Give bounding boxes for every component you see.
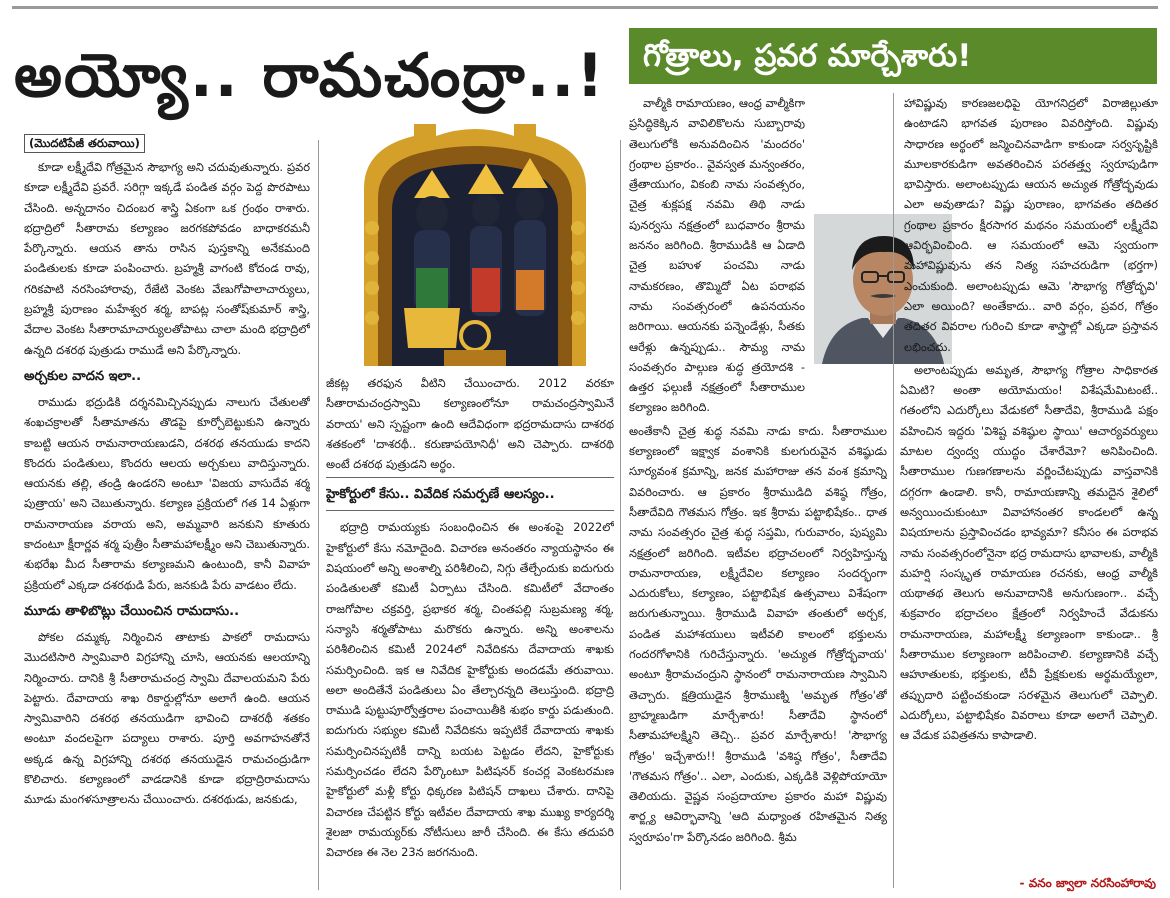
left-article-column-2 [326, 373, 614, 893]
author-byline: - వనం జ్వాలా నరసింహారావు [1019, 876, 1156, 890]
section-divider [326, 477, 614, 478]
subheading-high-court-case: హైకోర్టులో కేసు.. వివేదిక సమర్పణే ఆలస్యం.. [326, 487, 555, 503]
left-headline: అయ్యో.. రామచంద్రా..! [14, 41, 606, 111]
article-paragraph: రాముడు భద్రుడికి దర్శనమిచ్చినప్పుడు నాలుగు చేతులతో శంఖచక్రాలతో సీతామాతను తొడపై కూర్చోబెట్టుకుని ఉన్నారు కాబట్టి ఆయన రామనారాయణుడని, దశరథ తనయుడు కాదని కొందరు పండితులు, కొందరు ఆలయ అర్చకులు వాదిస్తున్నారు. ఆయనకు తల్లి, తండ్రి ఉండరని అంటూ 'విజయ వాసుదేవ శర్మ పుత్రాయ' అని చెబుతున్నారు. కల్యాణ ప్రక్రియలో గత 14 ఏళ్లుగా రామనారాయణ వరాయ అని, అమ్మవారి జనకుని కూతురు కాదంటూ క్షీరార్ణవ శర్మ పుత్రీం సీతామహాలక్ష్మీం అని చెబుతున్నారు. శుభరేఖ మీద సీతారామ కల్యాణమని ఉంటుంది, కానీ వివాహ ప్రక్రియలో ఎక్కడా దశరథుడి పేరు, జనకుడి పేరు వాడటం లేదు. [24, 394, 310, 592]
article-paragraph: అలాంటప్పుడు అమృత, సౌభాగ్య గోత్రాల సాధికారత ఏమిటి? అంతా అయోమయం! విశేషమేమిటంటే.. గతంలోని ఎదుర్కోలు వేడుకలో సీతాదేవి, శ్రీరాముడి పక్షం వహించిన ఇద్దరు 'విశిష్ట వశిష్ఠుల స్థాయి' ఆచార్యవర్యులు మాటల ద్వంద్వ యుద్ధం చేశారేమో? అనిపించింది. సీతారాముల గుణగణాలను వర్ణించేటప్పుడు వాస్తవానికి దగ్గరగా ఉండాలి. కానీ, రామాయణాన్ని తమదైన శైలిలో అన్వయించుకుంటూ వివాహానంతర కాండలలో ఉన్న విషయాలను ప్రస్తావించడం భావ్యమా? కనీసం ఈ పరాభవ నామ సంవత్సరంలోనైనా భద్ర రామదాసు భావాలకు, వాల్మీకి మహర్షి సంస్కృత రామాయణ రచనకు, ఆంధ్ర వాల్మీకి యథాతథ తెలుగు అనువాదానికి అనుగుణంగా.. వచ్చే శుక్రవారం భద్రాచలం క్షేత్రంలో నిర్వహించే వేడుకను రామనారాయణ, మహాలక్ష్మీ కల్యాణంగా కాకుండా.. శ్రీ సీతారాముల కల్యాణంగా జరిపించాలి. కల్యాణానికి వచ్చే ఆహూతులకు, భక్తులకు, టీవీ ప్రేక్షకులకు అర్థమయ్యేలా, తప్పుదారి పట్టించకుండా సరళమైన తెలుగులో చెప్పాలి. ఎదుర్కోలు, పట్టాభిషేకం వివరాలు కూడా అలాగే చెప్పాలి. ఆ వేడుక పవిత్రతను కాపాడాలి. [900, 362, 1158, 743]
section-divider [326, 510, 614, 511]
column-rule-1 [318, 140, 319, 890]
left-article-column-1 [24, 133, 310, 893]
right-headline-banner: గోత్రాలు, ప్రవర మార్చేశారు! [629, 28, 1157, 84]
continued-from-page-one: (మొదటిపేజీ తరువాయి) [24, 134, 145, 153]
subheading-archakas-argument: అర్చకుల వాదన ఇలా.. [24, 368, 142, 384]
column-rule-3 [893, 93, 894, 888]
subheading-three-mangalsutras: మూడు తాళిబొట్లు చేయించిన రామదాసు.. [24, 603, 240, 619]
article-paragraph: వాల్మీకి రామాయణం, ఆంధ్ర వాల్మీకిగా ప్రసిద్ధికెక్కిన వావిలికొలను సుబ్బారావు తెలుగులోకి అనువదించిన 'మందరం' గ్రంథాల ప్రకారం.. వైవస్వత మన్వంతరం, త్రేతాయుగం, వికంబి నామ సంవత్సరం, చైత్ర శుక్లపక్ష నవమి తిథి నాడు పునర్వసు నక్షత్రంలో బుధవారం శ్రీరామ జననం జరిగింది. శ్రీరాముడికి ఆ ఏడాది చైత్ర బహుళ పంచమి నాడు నామకరణం, తొమ్మిదో ఏట పరాభవ నామ సంవత్సరంలో ఉపనయనం జరిగాయి. ఆయనకు పన్నెండేళ్లు, సీతకు ఆరేళ్లు ఉన్నప్పుడు.. సౌమ్య నామ సంవత్సరం పాల్గుణ శుద్ధ త్రయోదశి - ఉత్తర ఫల్గుణీ నక్షత్రంలో సీతారాముల కల్యాణం జరిగింది. [629, 96, 805, 415]
article-paragraph: జీకట్ల తరఫున వీటిని చేయించారు. 2012 వరకూ సీతారామచంద్రస్వామి కల్యాణంలోనూ రామచంద్రస్వామినే వరాయ' అని స్పష్టంగా ఉంది ఆదేవిధంగా భద్రరామదాసు దాశరథ శతకంలో 'దాశరథీ.. కరుణాపయోనిధీ' అని చెప్పారు. దాశరథి అంటే దశరథ పుత్రుడని అర్థం. [326, 376, 614, 472]
article-paragraph: భద్రాద్రి రామయ్యకు సంబంధించిన ఈ అంశంపై 2022లో హైకోర్టులో కేసు నమోదైంది. విచారణ అనంతరం న్యాయస్థానం ఈ విషయంలో అన్ని అంశాల్ని పరిశీలించి, నిగ్గు తేల్చేందుకు ఐదుగురు పండితులతో కమిటీ ఏర్పాటు చేసింది. కమిటీలో వేదాంతం రాజగోపాల చక్రవర్తి, ప్రభాకర శర్మ, చింతపల్లి సుబ్రమణ్య శర్మ, సన్యాసి శర్మతోపాటు మరొకరు ఉన్నారు. అన్ని అంశాలను పరిశీలించిన కమిటీ 2024లో నివేదికను దేవాదాయ శాఖకు సమర్పించింది. ఇక ఆ నివేదిక హైకోర్టుకు అందడమే తరువాయి. అలా అందితేనే పండితులు ఏం తేల్చారన్నది తెలుస్తుంది. భద్రాద్రి రాముడి పుట్టుపూర్వోత్తరాల పంచాయితీకి శుభం కార్డు పడుతుంది. ఐదుగురు సభ్యుల కమిటీ నివేదికను ఇప్పటికే దేవాదాయ శాఖకు సమర్పించినప్పటికీ దాన్ని బయట పెట్టడం లేదని, హైకోర్టుకు సమర్పించడం లేదని పేర్కొంటూ పిటిషనర్ కంచర్ల వెంకటరమణ హైకోర్టులో మళ్లీ కోర్టు ధిక్కరణ పిటిషన్ దాఖలు చేశారు. దానిపై విచారణ చేపట్టిన కోర్టు ఇటీవల దేవాదాయ శాఖ ముఖ్య కార్యదర్శి శైలజా రామయ్యర్‌కు నోటీసులు జారీ చేసింది. ఈ కేసు తదుపరి విచారణ ఈ నెల 23న జరగనుంది. [326, 520, 614, 860]
right-article-column-1 [629, 93, 887, 893]
temple-idols-photo [344, 118, 606, 366]
article-paragraph: కూడా లక్ష్మీదేవి గోత్రమైన సౌభాగ్య అని చదువుతున్నారు. ప్రవర కూడా లక్ష్మీదేవి ప్రవరే. సరిగ్గా ఇక్కడే పండిత వర్గం పెద్ద పొరపాటు చేసింది. అన్నదానం చిదంబర శాస్త్రి ఏకంగా ఒక గ్రంథం రాశారు. భద్రాద్రిలో సీతారామ కల్యాణం జరగకపోవడం బాధాకరమనీ పేర్కొన్నారు. ఆయన తాను రాసిన పుస్తకాన్ని అనేకమంది పండితులకు కూడా పంపించారు. బ్రహ్మశ్రీ వాగంటి కోదండ రావు, గరికపాటి నరసింహారావు, రేజేటి వెంకట వేణుగోపాలాచార్యులు, బ్రహ్మశ్రీ పురాణం మహేశ్వర శర్మ, బాపట్ల సంతోష్‌కుమార్ శాస్త్రి, వేదాల వెంకట సీతారామాచార్యులతోపాటు చాలా మంది భద్రాద్రిలో ఉన్నది దశరథ పుత్రుడు రాముడే అని పేర్కొన్నారు. [24, 160, 310, 357]
top-rule [12, 6, 1158, 9]
article-paragraph: అంతేకానీ చైత్ర శుద్ధ నవమి నాడు కాదు. సీతారాముల కల్యాణంలో ఇక్ష్వాక వంశానికి కులగురువైన వశిష్ఠుడు సూర్యవంశ క్రమాన్ని, జనక మహారాజు తన వంశ క్రమాన్ని వివరించారు. ఆ ప్రకారం శ్రీరాముడిది వశిష్ఠ గోత్రం, సీతాదేవిది గౌతమస గోత్రం. ఇక శ్రీరామ పట్టాభిషేకం.. ధాత నామ సంవత్సరం చైత్ర శుద్ధ సప్తమి, గురువారం, పుష్యమి నక్షత్రంలో జరిగింది. ఇటీవల భద్రాచలంలో నిర్వహిస్తున్న రామనారాయణ, లక్ష్మీదేవిల కల్యాణం సందర్భంగా ఎదురుకోలు, కల్యాణం, పట్టాభిషేక ఉత్సవాలు విశేషంగా జరుగుతున్నాయి. శ్రీరాముడి వివాహ తంతులో అర్చక, పండిత మహాశయులు ఇటీవలి కాలంలో భక్తులను గందరగోళానికి గురిచేస్తున్నారు. 'అచ్యుత గోత్రోద్భవాయ' అంటూ శ్రీరామచంద్రుని స్థానంలో రామనారాయణ స్వామిని తెచ్చారు. క్షత్రియుడైన శ్రీరాముణ్ని 'అమృత గోత్రం'తో బ్రాహ్మణుడిగా మార్చేశారు! సీతాదేవి స్థానంలో సీతామహాలక్ష్మిని తెచ్చి.. ప్రవర మార్చేశారు! 'సౌభాగ్య గోత్రం' ఇచ్చేశారు!! శ్రీరాముడి 'వశిష్ఠ గోత్రం', సీతాదేవి 'గౌతమస గోత్రం'.. ఎలా, ఎందుకు, ఎక్కడికి వెళ్లిపోయాయో తెలియదు. వైష్ణవ సంప్రదాయాల ప్రకారం మహా విష్ణువు శార్ఙ్గ్య ఆవిర్భావాన్ని 'ఆది మధ్యాంత రహితమైన నిత్య స్వరూపం'గా పేర్కొనడం జరిగింది. శ్రీమ [629, 423, 887, 844]
right-article-column-2 [900, 93, 1158, 893]
column-rule-2 [620, 140, 621, 890]
article-paragraph: హావిష్ణువు కారణజలధిపై యోగనిద్రలో విరాజిల్లుతూ ఉంటాడని భాగవత పురాణం వివరిస్తోంది. విష్ణువు సాధారణ అర్థంలో జన్మించినవాడిగా కాకుండా సర్వసృష్టికి మూలకారకుడిగా అవతరించిన పరతత్త్వ స్వరూపుడిగా భావిస్తారు. అలాంటప్పుడు ఆయన అచ్యుత గోత్రోద్భవుడు ఎలా అవుతాడు? విష్ణు పురాణం, భాగవతం తదితర గ్రంథాల ప్రకారం క్షీరసాగర మథనం సమయంలో లక్ష్మీదేవి ఆవిర్భవించింది. ఆ సమయంలో ఆమె స్వయంగా మహావిష్ణువును తన నిత్య సహచరుడిగా (భర్తగా) ఎంచుకుంది. అలాంటప్పుడు ఆమె 'సౌభాగ్య గోత్రోద్భవి' ఎలా అయింది? అంతేకాదు.. వారి వర్గం, ప్రవర, గోత్రం తదితర వివరాల గురించి కూడా శాస్త్రాల్లో ఎక్కడా ప్రస్తావన లభించదు. [904, 96, 1158, 354]
article-paragraph: పోకల దమ్మక్క నిర్మించిన తాటాకు పాకలో రామదాసు మొదటిసారి స్వామివారి విగ్రహాన్ని చూసి, ఆయనకు ఆలయాన్ని నిర్మించారు. దానికి శ్రీ సీతారామచంద్ర స్వామి దేవాలయమని పేరు పెట్టారు. దేవాదాయ శాఖ రికార్డుల్లోనూ అలాగే ఉంది. ఆయన స్వామివారిని దశరథ తనయుడిగా భావించి దాశరథీ శతకం అంటూ వందలపైగా పద్యాలు రాశారు. పూర్తి అవగాహనతోనే అక్కడ ఉన్న విగ్రహాన్ని దశరథ తనయుడైన రామచంద్రుడిగా కొలిచారు. కల్యాణంలో వాడడానికి కూడా భద్రాద్రిరామదాసు మూడు మంగళసూత్రాలను చేయించారు. దశరథుడు, జనకుడు, [24, 629, 310, 807]
